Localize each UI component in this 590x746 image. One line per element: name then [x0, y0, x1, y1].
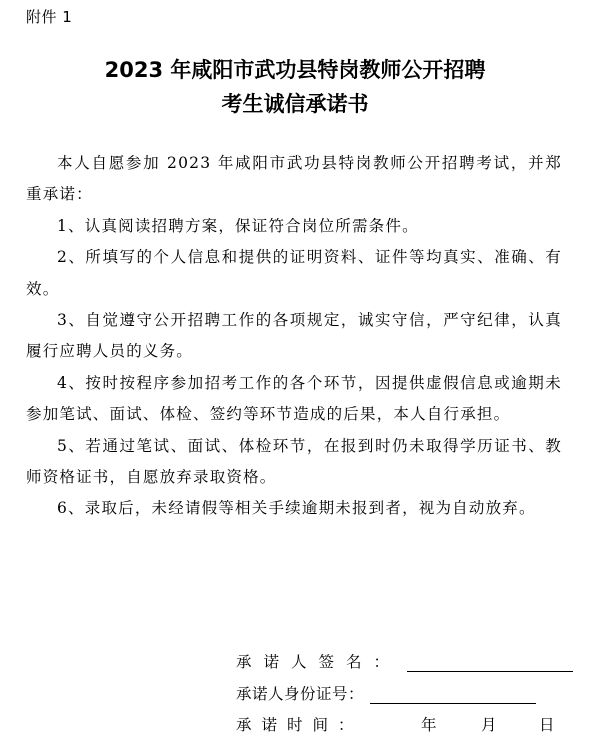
pledge-item-6: 6、录取后，未经请假等相关手续逾期未报到者，视为自动放弃。	[57, 499, 536, 518]
document-title-line1: 2023 年咸阳市武功县特岗教师公开招聘	[104, 58, 486, 82]
pledge-item-1: 1、认真阅读招聘方案，保证符合岗位所需条件。	[57, 216, 419, 235]
day-label: 日	[539, 716, 555, 734]
year-label: 年	[421, 716, 437, 734]
pledge-time-label: 承诺时间：	[236, 716, 364, 734]
signer-label: 承诺人签名：	[236, 653, 402, 671]
month-label: 月	[481, 716, 497, 734]
pledge-item-2: 2、所填写的个人信息和提供的证明资料、证件等均真实、准确、有效。	[26, 248, 562, 298]
document-title-line2: 考生诚信承诺书	[221, 92, 369, 116]
id-number-label: 承诺人身份证号：	[236, 685, 365, 703]
pledge-item-3: 3、自觉遵守公开招聘工作的各项规定，诚实守信，严守纪律，认真履行应聘人员的义务。	[26, 311, 562, 361]
attachment-label: 附件 1	[26, 8, 73, 26]
id-number-row	[236, 682, 536, 704]
signer-signature-line[interactable]	[407, 653, 573, 672]
id-number-line[interactable]	[370, 685, 536, 704]
pledge-time-row	[236, 713, 364, 735]
signer-row	[236, 650, 573, 672]
pledge-item-4: 4、按时按程序参加招考工作的各个环节，因提供虚假信息或逾期未参加笔试、面试、体检、签约等环节造成的后果，本人自行承担。	[26, 373, 562, 424]
intro-paragraph: 本人自愿参加 2023 年咸阳市武功县特岗教师公开招聘考试，并郑重承诺：	[26, 154, 562, 204]
pledge-body	[26, 148, 562, 525]
pledge-item-5: 5、若通过笔试、面试、体检环节，在报到时仍未取得学历证书、教师资格证书，自愿放弃录取资格。	[26, 436, 562, 487]
